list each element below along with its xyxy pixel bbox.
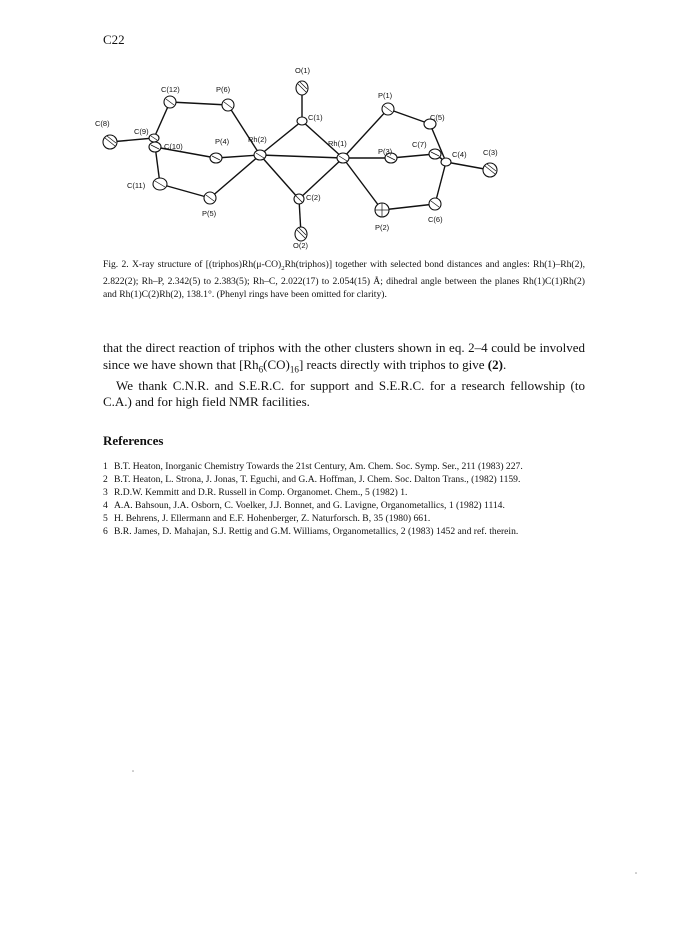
label-p6: P(6) bbox=[216, 85, 231, 94]
label-c3: C(3) bbox=[483, 148, 498, 157]
label-c10: C(10) bbox=[164, 142, 183, 151]
label-rh1: Rh(1) bbox=[328, 139, 347, 148]
label-c4: C(4) bbox=[452, 150, 467, 159]
label-p3: P(3) bbox=[378, 147, 393, 156]
reference-item: 6 B.R. James, D. Mahajan, S.J. Rettig and G.M. Williams, Organometallics, 2 (1983) 1452 and ref. therein. bbox=[103, 526, 519, 537]
label-o2: O(2) bbox=[293, 241, 308, 250]
label-c9: C(9) bbox=[134, 127, 149, 136]
label-p1: P(1) bbox=[378, 91, 393, 100]
label-o1: O(1) bbox=[295, 66, 310, 75]
references-heading: References bbox=[103, 433, 164, 448]
paragraph-1: that the direct reaction of triphos with the other clusters shown in eq. 2–4 could be involved since we have shown that $[Rh_6(CO)_{16}]$ reacts directly with triphos to give (2). bbox=[103, 340, 585, 375]
reference-item: 4 A.A. Bahsoun, J.A. Osborn, C. Voelker, J.J. Bonnet, and G. Lavigne, Organometallics, 1 (1982) 1114. bbox=[103, 500, 505, 511]
reference-item: 2 B.T. Heaton, L. Strona, J. Jonas, T. Eguchi, and G.A. Hoffman, J. Chem. Soc. Dalton Trans., (1982) 1159. bbox=[103, 474, 521, 485]
label-p2: P(2) bbox=[375, 223, 390, 232]
figure-caption: Fig. 2. X-ray structure of $[(triphos)Rh(\mu-CO)_2Rh(triphos)]$ together with selected bond distances and angles: Rh(1)–Rh(2), 2.822(2); Rh–P, 2.342(5) to 2.383(5); Rh–C, 2.022(17) to 2.054(15) Å; dihedral angle between the planes Rh(1)C(1)Rh(2) and Rh(1)C(2)Rh(2), 138.1°. (Phenyl rings have been omitted for clarity). bbox=[103, 259, 586, 300]
label-c1: C(1) bbox=[308, 113, 323, 122]
label-c6: C(6) bbox=[428, 215, 443, 224]
label-c5: C(5) bbox=[430, 113, 445, 122]
label-rh2: Rh(2) bbox=[248, 135, 267, 144]
page-number: C22 bbox=[103, 32, 125, 47]
paragraph-acknowledgements: We thank C.N.R. and S.E.R.C. for support and S.E.R.C. for a research fellowship (to C.A.) and for high field NMR facilities. bbox=[103, 377, 585, 410]
label-p5: P(5) bbox=[202, 209, 217, 218]
label-c11: C(11) bbox=[127, 181, 146, 190]
label-c8: C(8) bbox=[95, 119, 110, 128]
label-c2: C(2) bbox=[306, 193, 321, 202]
label-c7: C(7) bbox=[412, 140, 427, 149]
label-c12: C(12) bbox=[161, 85, 180, 94]
reference-item: 1 B.T. Heaton, Inorganic Chemistry Towards the 21st Century, Am. Chem. Soc. Symp. Ser., 211 (1983) 227. bbox=[103, 461, 523, 472]
reference-item: 5 H. Behrens, J. Ellermann and E.F. Hohenberger, Z. Naturforsch. B, 35 (1980) 661. bbox=[103, 513, 431, 524]
reference-item: 3 R.D.W. Kemmitt and D.R. Russell in Comp. Organomet. Chem., 5 (1982) 1. bbox=[103, 487, 408, 498]
label-p4: P(4) bbox=[215, 137, 230, 146]
